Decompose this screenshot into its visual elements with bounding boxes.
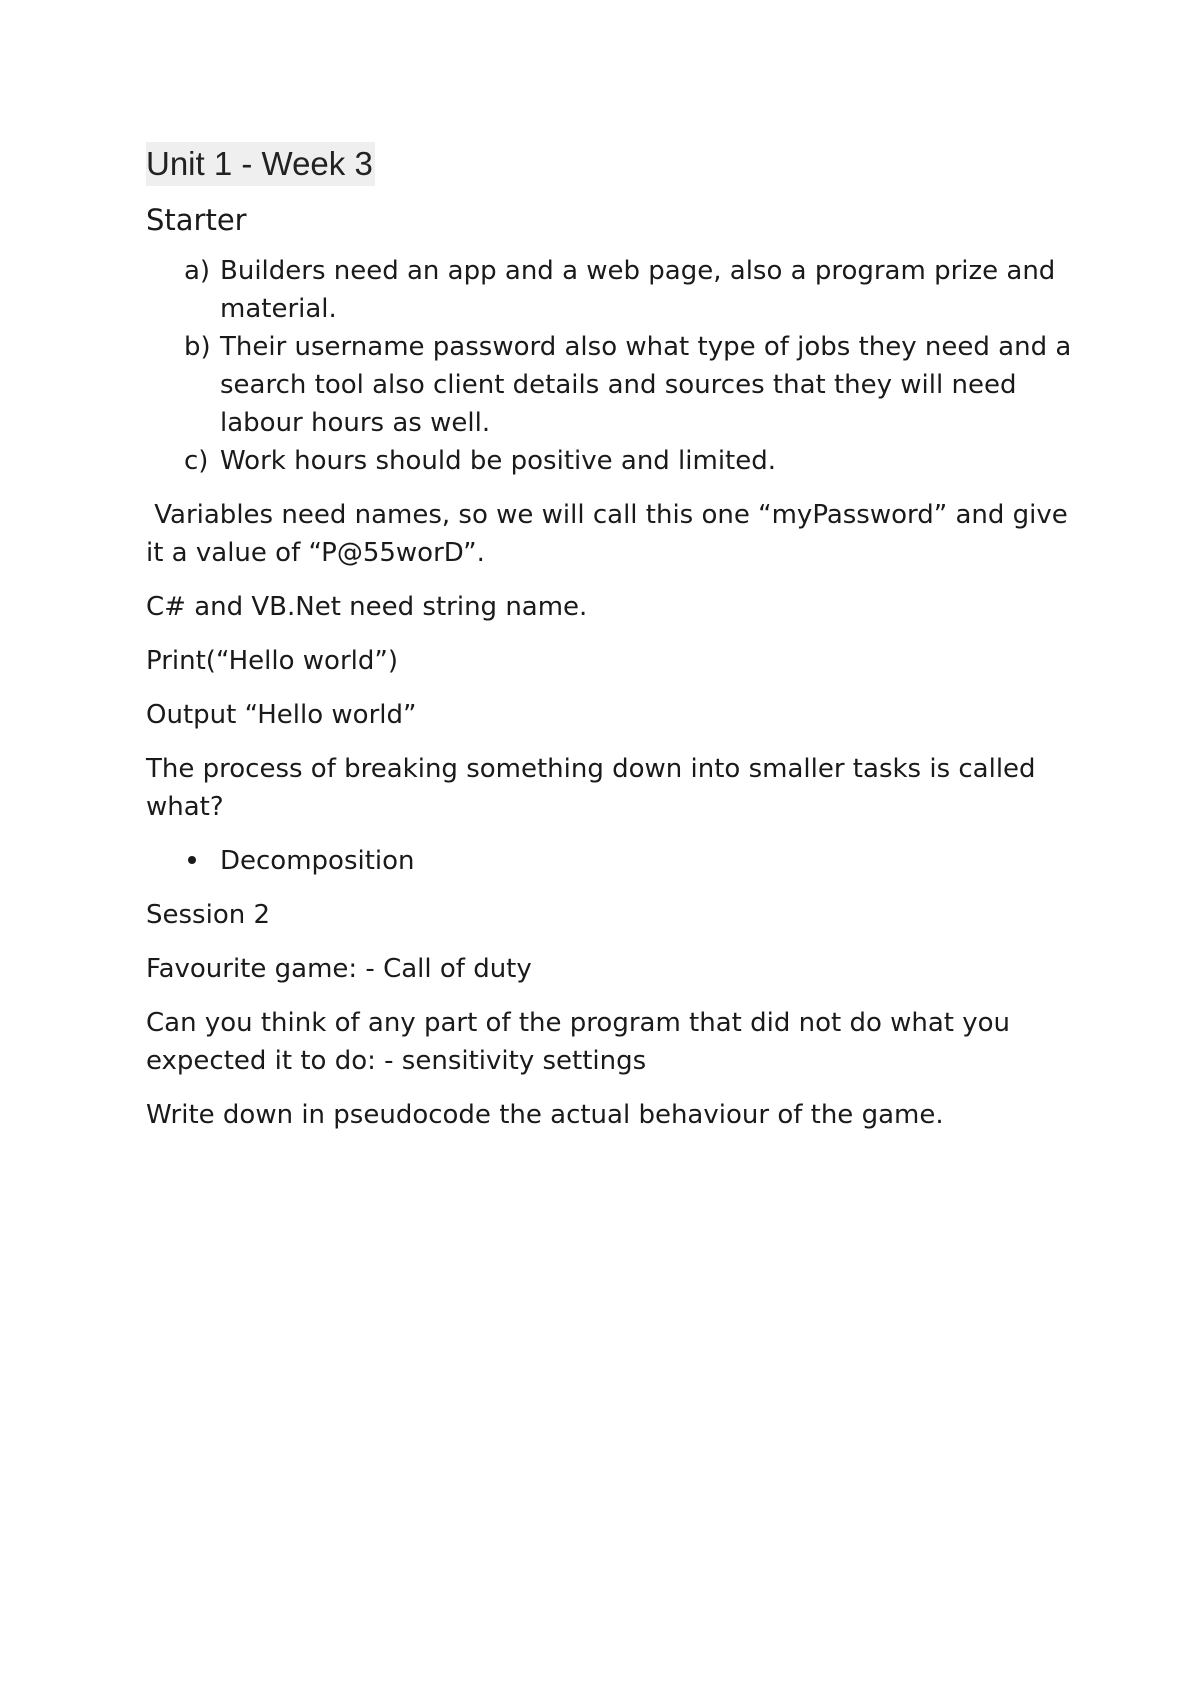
write-down-paragraph: Write down in pseudocode the actual behaviour of the game. xyxy=(146,1100,944,1130)
starter-heading: Starter xyxy=(146,203,247,237)
document-title: Unit 1 - Week 3 xyxy=(146,142,375,186)
bullet-item xyxy=(184,842,1086,880)
think-question-paragraph: Can you think of any part of the program that did not do what you expected it to do: - sensitivity settings xyxy=(146,1008,1011,1076)
list-marker: c) xyxy=(184,446,209,476)
bullet-item-text: Decomposition xyxy=(220,846,415,876)
starter-item-b xyxy=(184,328,1086,442)
list-marker: b) xyxy=(184,332,211,362)
starter-list xyxy=(146,252,1086,480)
list-item-text: Work hours should be positive and limited. xyxy=(220,446,777,476)
variables-paragraph: Variables need names, so we will call this one “myPassword” and give it a value of “P@55worD”. xyxy=(146,500,1068,568)
process-question-paragraph: The process of breaking something down into smaller tasks is called what? xyxy=(146,754,1036,822)
favourite-game-paragraph: Favourite game: - Call of duty xyxy=(146,954,532,984)
starter-item-c xyxy=(184,442,1086,480)
list-marker: a) xyxy=(184,256,211,286)
session-paragraph: Session 2 xyxy=(146,900,271,930)
csharp-paragraph: C# and VB.Net need string name. xyxy=(146,592,588,622)
bullet-dot-icon xyxy=(188,856,196,864)
starter-item-a xyxy=(184,252,1086,328)
output-paragraph: Output “Hello world” xyxy=(146,700,417,730)
answer-bullet-list xyxy=(146,842,1086,880)
list-item-text: Builders need an app and a web page, also a program prize and material. xyxy=(220,256,1056,324)
print-paragraph: Print(“Hello world”) xyxy=(146,646,398,676)
list-item-text: Their username password also what type of jobs they need and a search tool also client details and sources that they will need labour hours as well. xyxy=(220,332,1072,438)
document-body xyxy=(146,142,1086,1134)
